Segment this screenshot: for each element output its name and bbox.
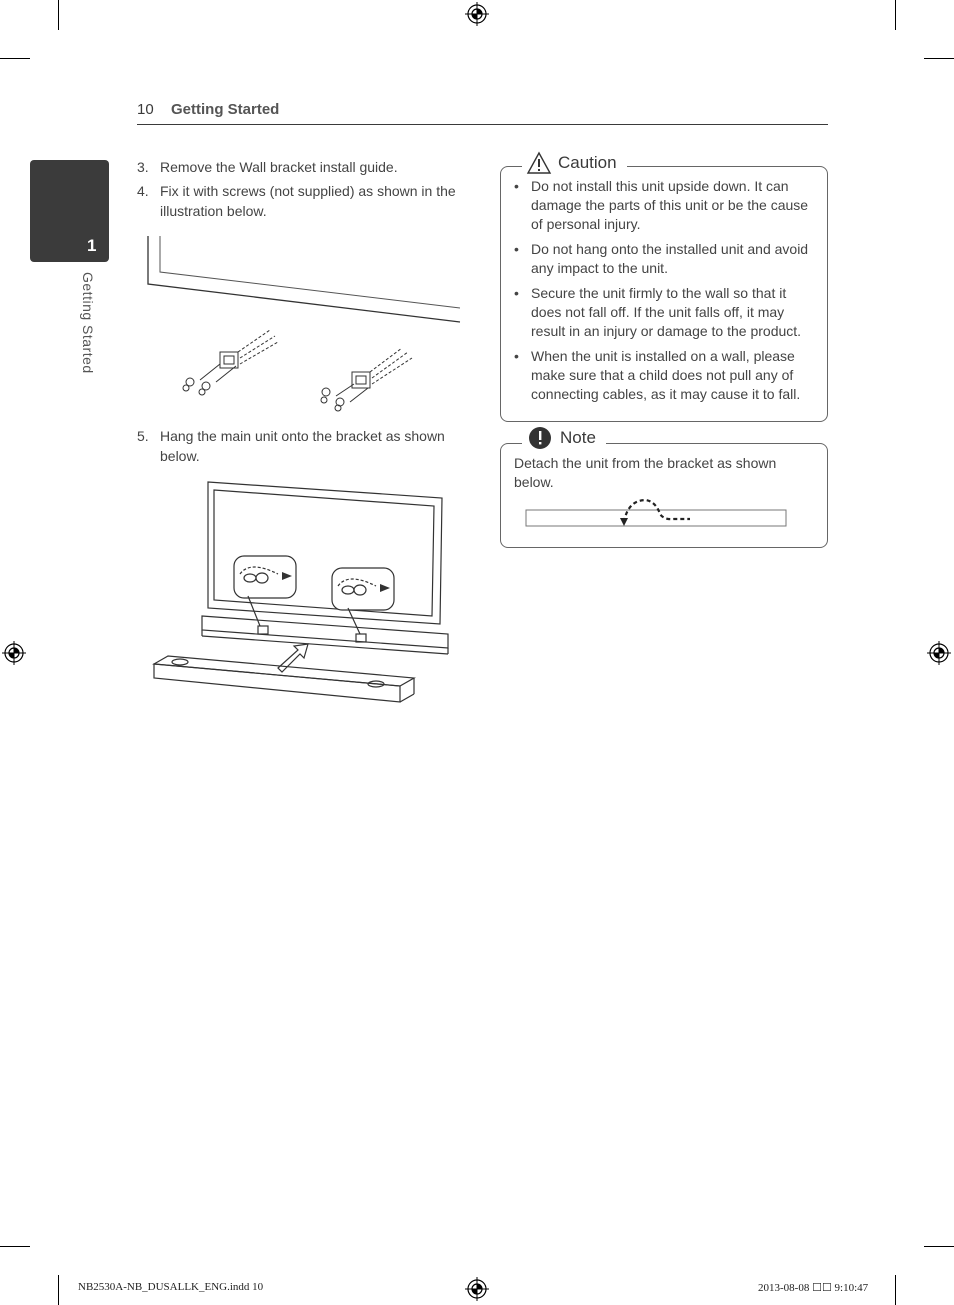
- step-number: 3.: [137, 159, 149, 175]
- step-5: [137, 426, 472, 466]
- note-header: [522, 426, 606, 450]
- registration-mark-icon: [465, 2, 489, 26]
- crop-mark: [0, 58, 30, 59]
- detach-illustration: [524, 496, 790, 530]
- exclamation-circle-icon: [526, 426, 554, 450]
- note-text: Detach the unit from the bracket as shown below.: [514, 455, 777, 490]
- chapter-label: Getting Started: [80, 272, 96, 374]
- header-rule: [137, 124, 828, 125]
- registration-mark-icon: [465, 1277, 489, 1301]
- crop-mark: [0, 1246, 30, 1247]
- registration-mark-icon: [927, 641, 951, 665]
- warning-triangle-icon: [526, 151, 552, 175]
- chapter-tab: [30, 160, 109, 262]
- caution-list: [514, 177, 816, 410]
- chapter-number: 1: [87, 236, 97, 255]
- list-item: • Do not install this unit upside down. It can damage the parts of this unit or be the cause of personal injury.: [514, 177, 816, 234]
- step-4: [137, 181, 472, 221]
- step-number: 5.: [137, 428, 149, 444]
- crop-mark: [895, 1275, 896, 1305]
- bracket-screws-illustration: [140, 232, 470, 417]
- note-title: Note: [560, 428, 596, 447]
- footer-filename: NB2530A-NB_DUSALLK_ENG.indd 10: [78, 1281, 264, 1293]
- crop-mark: [895, 0, 896, 30]
- caution-header: [522, 151, 627, 175]
- hang-unit-illustration: [150, 478, 455, 708]
- step-text: Remove the Wall bracket install guide.: [160, 159, 398, 175]
- registration-mark-icon: [2, 641, 26, 665]
- crop-mark: [58, 1275, 59, 1305]
- page-number: 10: [137, 101, 154, 118]
- section-title: Getting Started: [171, 101, 280, 118]
- list-item: • When the unit is installed on a wall, please make sure that a child does not pull any of connecting cables, as it may cause it to fall.: [514, 347, 816, 404]
- caution-title: Caution: [558, 153, 617, 172]
- step-3: [137, 157, 472, 177]
- step-text: Hang the main unit onto the bracket as shown below.: [160, 428, 445, 464]
- crop-mark: [924, 1246, 954, 1247]
- step-text: Fix it with screws (not supplied) as shown in the illustration below.: [160, 183, 456, 219]
- crop-mark: [924, 58, 954, 59]
- list-item: • Secure the unit firmly to the wall so that it does not fall off. If the unit falls off, it may result in an injury or damage to the product.: [514, 284, 816, 341]
- crop-mark: [58, 0, 59, 30]
- footer-timestamp: 2013-08-08 ☐☐ 9:10:47: [758, 1282, 869, 1294]
- step-number: 4.: [137, 183, 149, 199]
- list-item: • Do not hang onto the installed unit and avoid any impact to the unit.: [514, 240, 816, 278]
